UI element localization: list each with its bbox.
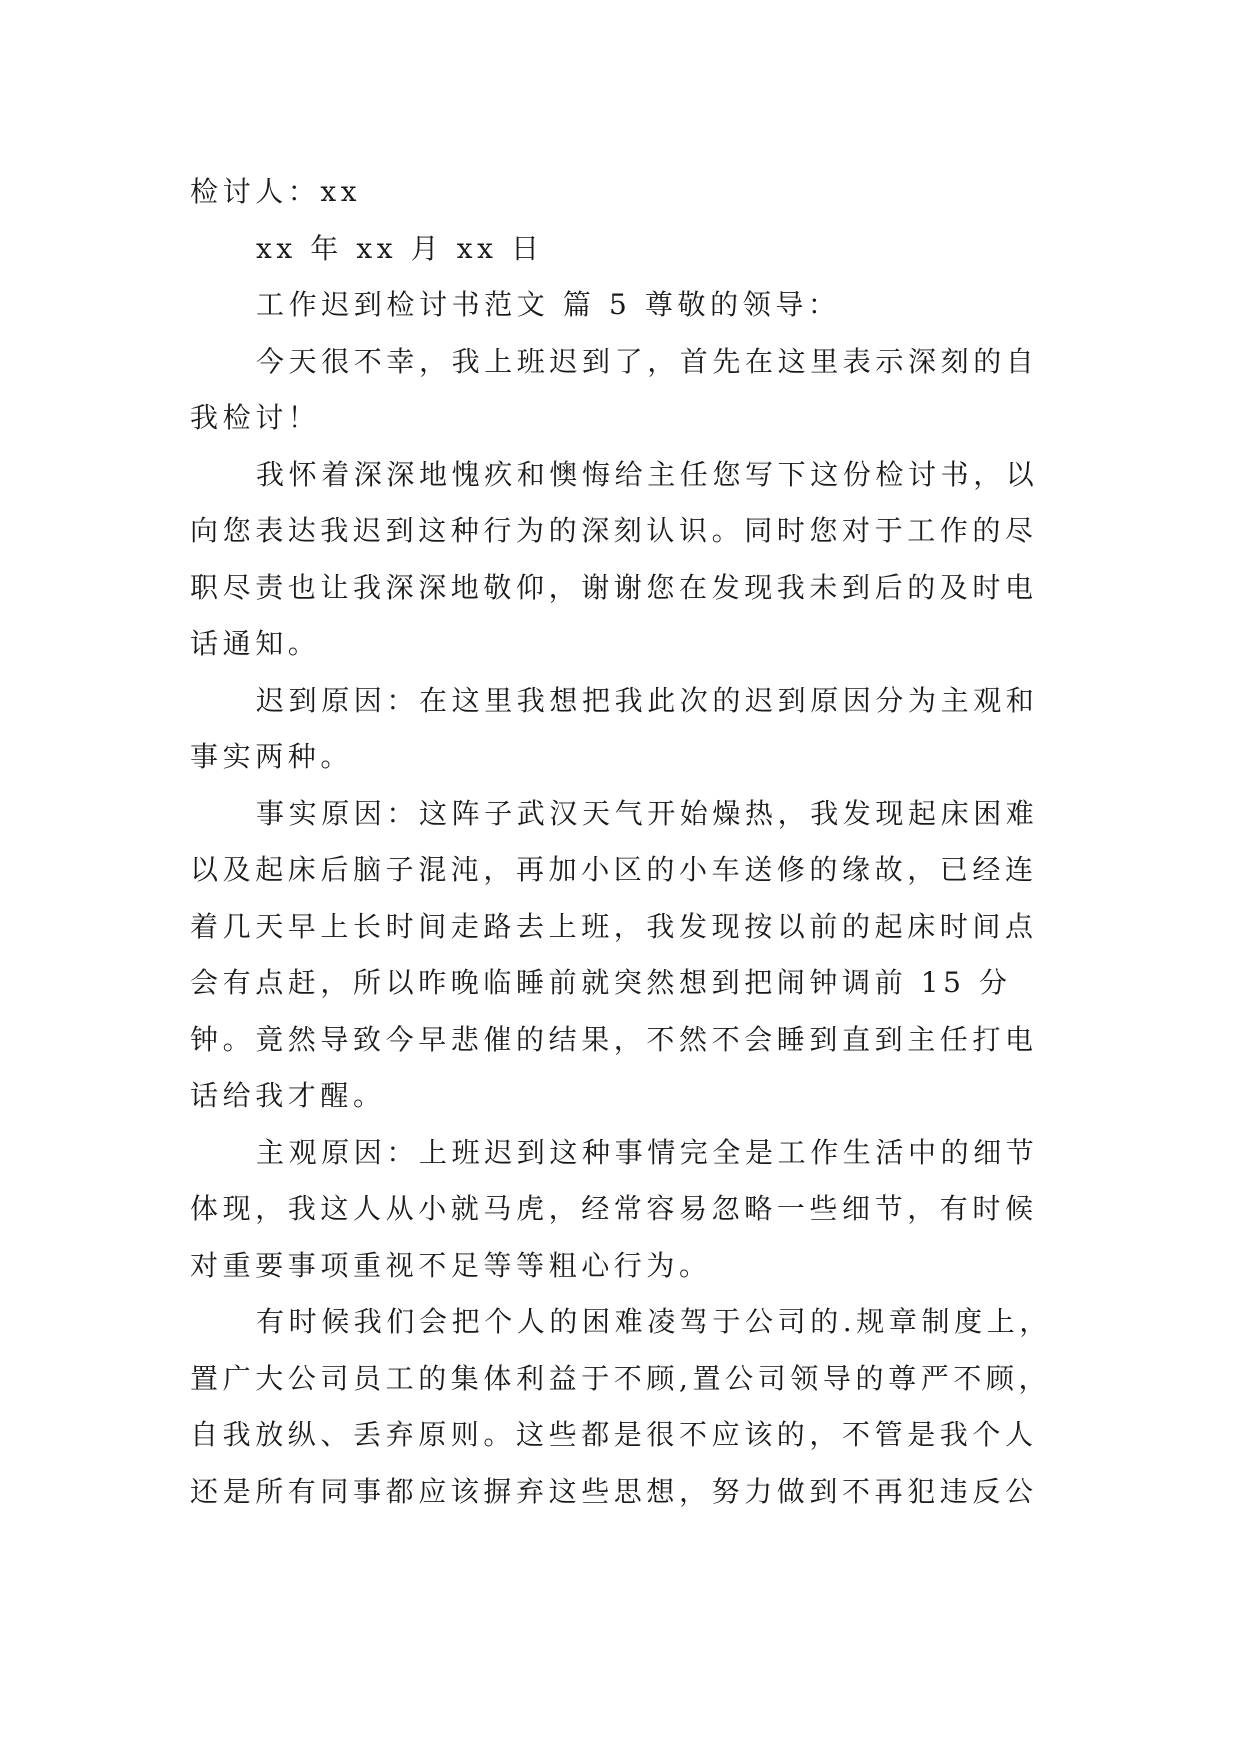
paragraph: 今天很不幸，我上班迟到了，首先在这里表示深刻的自我检讨！ xyxy=(190,344,1039,434)
signatory-line: 检讨人：xx xyxy=(190,175,362,208)
section-heading: 工作迟到检讨书范文 篇 5 尊敬的领导： xyxy=(256,288,841,321)
document-body xyxy=(190,164,1060,1520)
paragraph: 事实原因：这阵子武汉天气开始燥热，我发现起床困难以及起床后脑子混沌，再加小区的小车送修的缘故，已经连着几天早上长时间走路去上班，我发现按以前的起床时间点会有点赶，所以昨晚临睡前就突然想到把闹钟调前 15 分钟。竟然导致今早悲催的结果，不然不会睡到直到主任打电话给我才醒。 xyxy=(190,796,1039,1112)
paragraph: 有时候我们会把个人的困难凌驾于公司的.规章制度上，置广大公司员工的集体利益于不顾,置公司领导的尊严不顾，自我放纵、丢弃原则。这些都是很不应该的，不管是我个人还是所有同事都应该摒弃这些思想，努力做到不再犯违反公 xyxy=(190,1305,1052,1508)
paragraph: 迟到原因：在这里我想把我此次的迟到原因分为主观和事实两种。 xyxy=(190,683,1039,773)
paragraph: 我怀着深深地愧疚和懊悔给主任您写下这份检讨书，以向您表达我迟到这种行为的深刻认识。同时您对于工作的尽职尽责也让我深深地敬仰，谢谢您在发现我未到后的及时电话通知。 xyxy=(190,457,1039,660)
date-line: xx 年 xx 月 xx 日 xyxy=(256,231,544,265)
paragraph: 主观原因：上班迟到这种事情完全是工作生活中的细节体现，我这人从小就马虎，经常容易忽略一些细节，有时候对重要事项重视不足等等粗心行为。 xyxy=(190,1135,1039,1282)
